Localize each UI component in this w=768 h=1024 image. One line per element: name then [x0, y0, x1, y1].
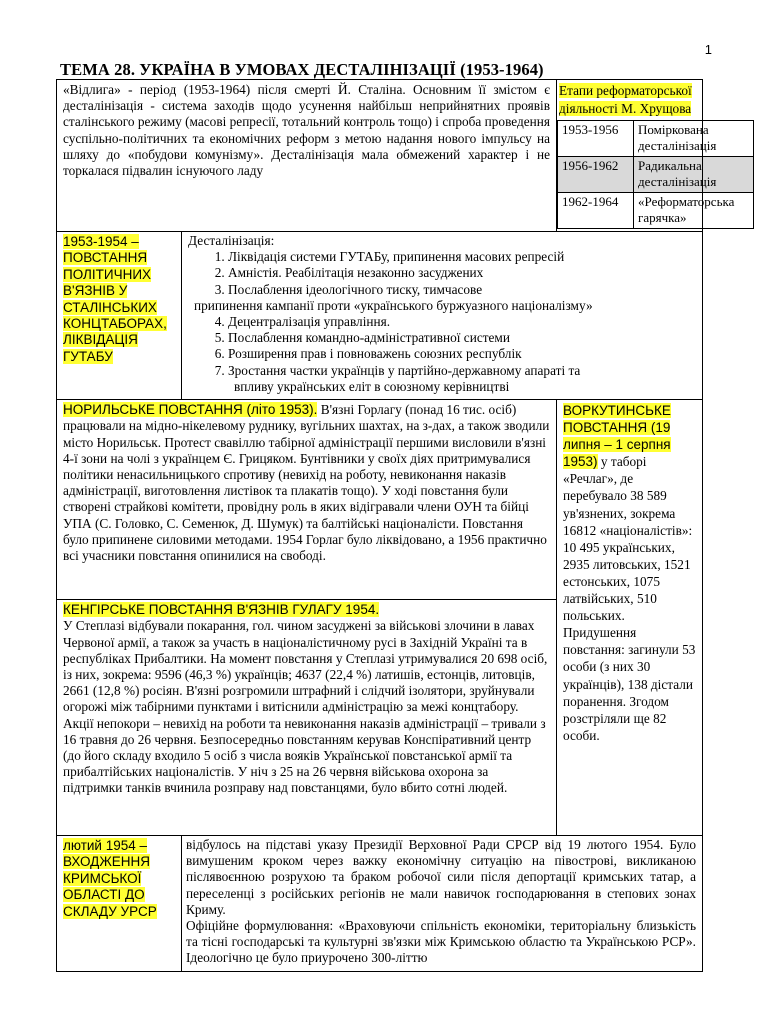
crimea-label-cell	[57, 836, 182, 972]
page-number: 1	[704, 42, 712, 57]
destalinization-list	[188, 249, 696, 298]
stages-table	[557, 120, 754, 229]
crimea-label: лютий 1954 – ВХОДЖЕННЯ КРИМСЬКОЇ ОБЛАСТІ ДО СКЛАДУ УРСР	[63, 838, 157, 919]
vorkuta-title: ВОРКУТИНСЬКЕ ПОВСТАННЯ (19 липня – 1 серпня 1953)	[563, 403, 671, 470]
vorkuta-cell	[557, 400, 703, 836]
kengir-cell	[57, 600, 557, 836]
list-item: 1. Ліквідація системи ГУТАБу, припинення масових репресій	[228, 249, 696, 265]
page-title: ТЕМА 28. УКРАЇНА В УМОВАХ ДЕСТАЛІНІЗАЦІЇ (1953-1964)	[60, 60, 544, 79]
stage-label: «Реформаторська гарячка»	[634, 193, 754, 229]
destalinization-cell	[182, 232, 703, 400]
list-item: 7. Зростання частки українців у партійно-державному апараті та	[228, 363, 696, 379]
list-item: 2. Амністія. Реабілітація незаконно засуджених	[228, 265, 696, 281]
stage-label: Радикальна десталінізація	[634, 157, 754, 193]
stages-header: Етапи реформаторської діяльності М. Хрущова	[559, 83, 692, 116]
stages-cell	[557, 80, 735, 232]
list-item: 5. Послаблення командно-адміністративної системи	[228, 330, 696, 346]
norilsk-title: НОРИЛЬСЬКЕ ПОВСТАННЯ (літо 1953).	[63, 402, 318, 417]
crimea-text-cell	[182, 836, 703, 972]
norilsk-text: В'язні Горлагу (понад 16 тис. осіб) працювали на мідно-нікелевому руднику, вугільних шахтах, на з-дах, а також зводили місто Норильськ. Протест свавіллю табірної адміністрації першими висловили в'язні 4-ї зони на чолі з українцем Є. Грицяком. Бунтівники у своїх діях притримувалися політики ненасильницького спротиву (невихід на роботу, невиконання наказів адміністрації, виготовлення листівок та плакатів тощо). У ході повстання були створені страйкові комітети, провідну роль в яких відігравали члени ОУН та бійці УПА (С. Головко, С. Семенюк, Д. Шумук) та балтійські націоналісти. Повстання було припинене силовими методами. 1954 Горлаг було ліквідовано, а 1956 практично всі учасники повстання опинилися на свободі.	[63, 402, 550, 564]
stage-years: 1962-1964	[558, 193, 634, 229]
destalinization-list-cont	[188, 314, 696, 379]
stage-years: 1953-1956	[558, 121, 634, 157]
norilsk-cell	[57, 400, 557, 600]
kengir-text: У Степлазі відбували покарання, гол. чином засуджені за військові злочини в лавах Червоної армії, а також за участь в націоналістичному русі в Західній Україні та в республіках Прибалтики. На момент повстання у Степлазі утримувалися 20 698 осіб, із них, зокрема: 9596 (46,3 %) українців; 4637 (22,4 %) латишів, естонців, литовців, 2661 (12,8 %) росіян. В'язні розгромили штрафний і слідчий ізолятори, зруйнували огорожі між табірними пунктами і витіснили адміністрацію за межі концтабору. Акції непокори – невихід на роботи та невиконання наказів адміністрації – тривали з 16 травня до 26 червня. Безпосередньо повстанням керував Конспіративний центр (до його складу входило 5 осіб з числа вояків Української повстанської армії та прибалтійських націоналістів. У ніч з 25 на 26 червня військова охорона за підтримки танків вчинила розправу над повстанцями, було вбито сотні людей.	[63, 618, 548, 796]
stage-years: 1956-1962	[558, 157, 634, 193]
intro-cell	[57, 80, 557, 232]
gulag-label-cell	[57, 232, 182, 400]
intro-text: «Відлига» - період (1953-1964) після смерті Й. Сталіна. Основним її змістом є десталінізація - система заходів щодо усунення найбільш неприйнятних проявів сталінського режиму (масові репресії, тотальний контроль тощо) і спроба проведення суспільно-політичних та економічних реформ з метою надання нового імпульсу на шляху до «побудови комунізму». Десталінізація мала обмежений характер і не торкалася підвалин існуючого ладу	[63, 82, 551, 179]
destalinization-heading: Десталінізація:	[188, 233, 275, 248]
crimea-text: відбулось на підставі указу Президії Верховної Ради СРСР від 19 лютого 1954. Було вимушеним кроком через важку економічну ситуацію на півострові, викликаною післявоєнною розрухою та браком робочої сили після депортації кримських татар, а переселенці з російських регіонів не мали навичок господарювання в степових зонах Криму.	[186, 837, 697, 917]
list-item: 4. Децентралізація управління.	[228, 314, 696, 330]
main-table	[56, 79, 735, 972]
kengir-title: КЕНГІРСЬКЕ ПОВСТАННЯ В'ЯЗНІВ ГУЛАГУ 1954.	[63, 602, 380, 617]
list-item: 3. Послаблення ідеологічного тиску, тимчасове	[228, 282, 696, 298]
crimea-text-official: Офіційне формулювання: «Враховуючи спільність економіки, територіальну близькість та тісні господарські та культурні зв'язки між Кримською областю та Українською РСР». Ідеологічно це було приурочено 300-літтю	[186, 918, 697, 966]
gulag-label: 1953-1954 – ПОВСТАННЯ ПОЛІТИЧНИХ В'ЯЗНІВ У СТАЛІНСЬКИХ КОНЦТАБОРАХ, ЛІКВІДАЦІЯ ГУТАБУ	[63, 234, 167, 364]
list-item-continuation: впливу українських еліт в союзному керівництві	[234, 378, 510, 394]
list-item-continuation: припинення кампанії проти «українського буржуазного націоналізму»	[194, 297, 593, 313]
stage-label: Поміркована десталінізація	[634, 121, 754, 157]
vorkuta-text: у таборі «Речлаг», де перебувало 38 589 ув'язнених, зокрема 16812 «націоналістів»: 10 495 українських, 2935 литовських, 1521 естонських, 1075 латвійських, 510 польських. Придушення повстання: загинули 53 особи (з них 30 українців), 138 дістали поранення. Згодом розстріляли ще 82 особи.	[563, 454, 696, 743]
list-item: 6. Розширення прав і повноважень союзних республік	[228, 346, 696, 362]
